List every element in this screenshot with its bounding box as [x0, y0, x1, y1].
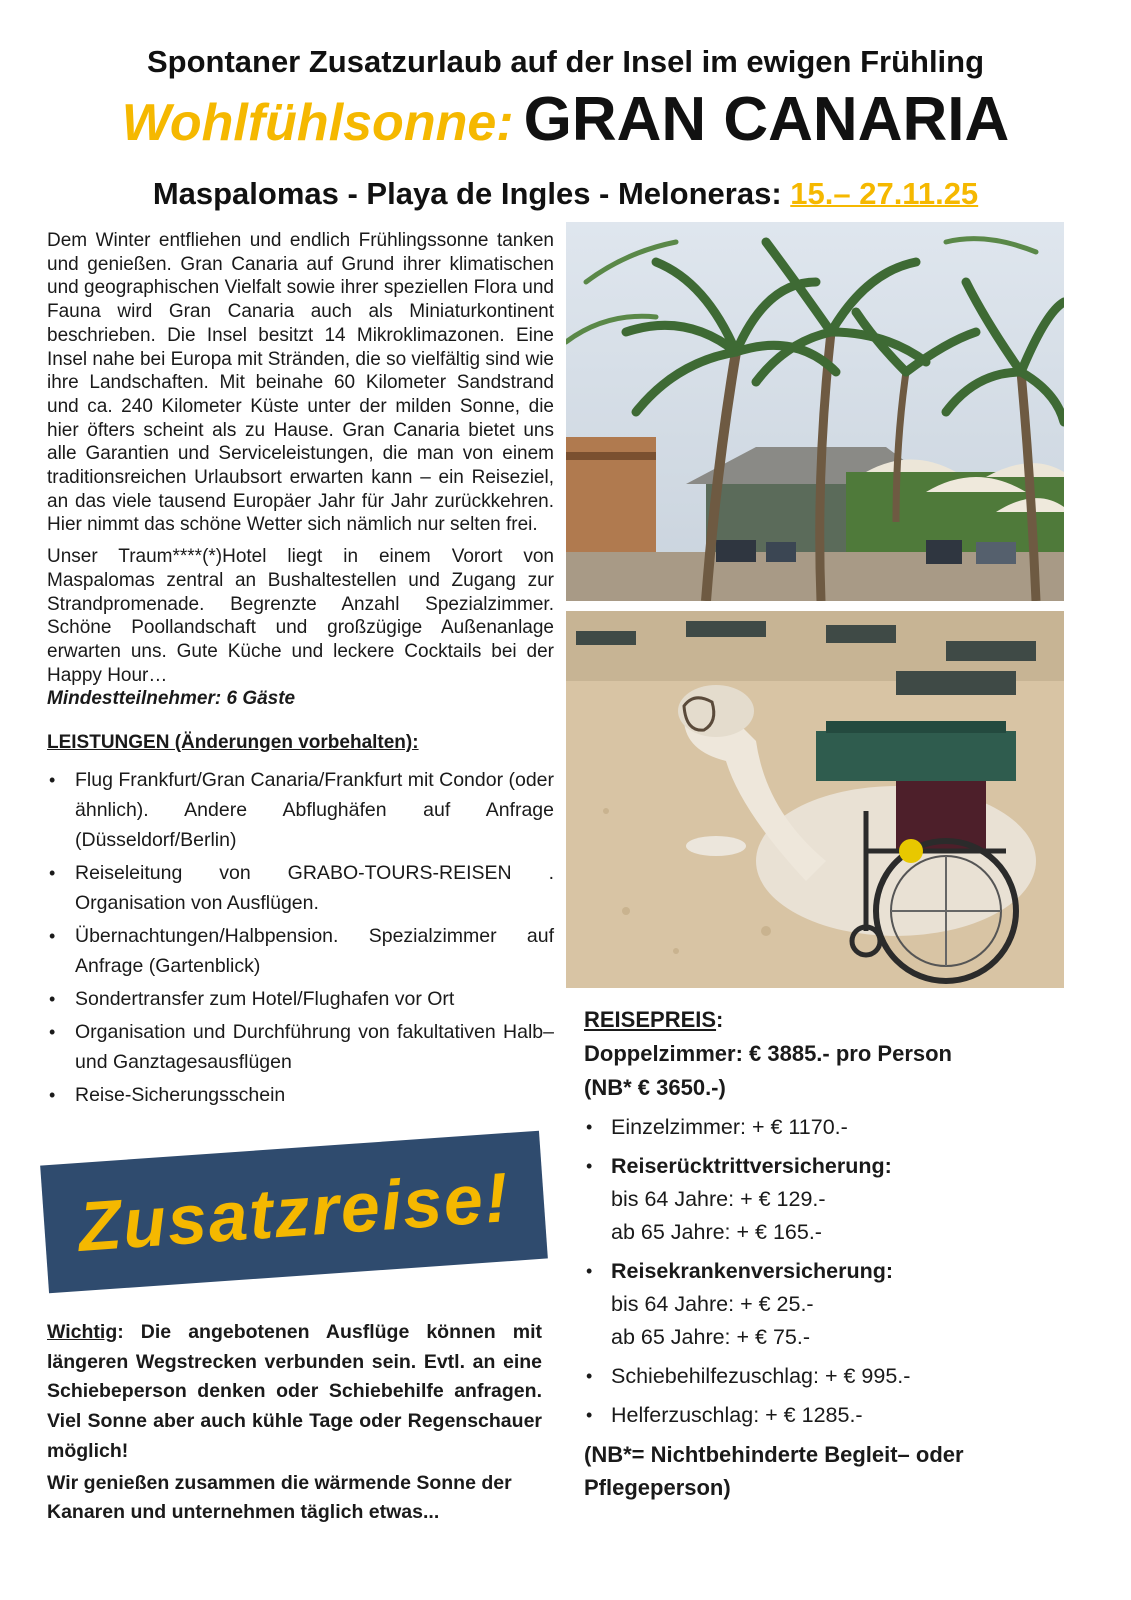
services-heading: LEISTUNGEN (Änderungen vorbehalten):	[47, 732, 419, 754]
page-header	[0, 44, 1131, 214]
price-column	[584, 1003, 1064, 1504]
min-participants: Mindestteilnehmer: 6 Gäste	[47, 688, 296, 710]
zusatzreise-stamp	[40, 1131, 548, 1294]
travel-dates: 15.– 27.11.25	[790, 176, 979, 211]
health-over65: ab 65 Jahre: + € 75.-	[611, 1325, 811, 1349]
list-item: • Übernachtungen/Halbpension. Spezialzimmer auf Anfrage (Gartenblick)	[47, 921, 554, 981]
price-heading-colon: :	[716, 1007, 724, 1032]
cancellation-under64: bis 64 Jahre: + € 129.-	[611, 1187, 826, 1211]
list-item: • Reiseleitung von GRABO-TOURS-REISEN . Organisation von Ausflügen.	[47, 858, 554, 918]
hotel-text: Unser Traum****(*)Hotel liegt in einem Vorort von Maspalomas zentral an Bushaltestellen und Zugang zur Strandpromenade. Begrenzte Anzahl Spezialzimmer. Schöne Poollandschaft und großzügige Außenanlage erwarten uns. Gute Küche und leckere Cocktails bei der Happy Hour…	[47, 546, 554, 686]
health-label: Reisekrankenversicherung:	[611, 1259, 894, 1283]
double-room-price: Doppelzimmer: € 3885.- pro Person	[584, 1041, 952, 1066]
health-under64: bis 64 Jahre: + € 25.-	[611, 1292, 814, 1316]
helper-text: Helferzuschlag: + € 1285.-	[611, 1403, 863, 1427]
cancellation-insurance	[584, 1150, 1064, 1249]
intro-paragraph: Dem Winter entfliehen und endlich Frühlingssonne tanken und genießen. Gran Canaria auf Grund ihrer klimatischen und geographischen Vielfalt sowie ihrer speziellen Flora und Fauna wird Gran Canaria auch als Miniaturkontinent beschrieben. Die Insel besitzt 14 Mikroklimazonen. Eine Insel nahe bei Europa mit Stränden, die so vielfältig sind wie ihre Landschaften. Mit beinahe 60 Kilometer Sandstrand und ca. 240 Kilometer Küste unter der milden Sonne, die hier öfters scheint als zu Hause. Gran Canaria bietet uns alle Garantien und Serviceleistungen, die man von einem traditionsreichen Urlaubsort erwarten kann – ein Reiseziel, an das viele tausend Europäer Jahr für Jahr zurückkehren. Hier nimmt das schöne Wetter sich nämlich nur selten frei.	[47, 230, 554, 536]
title-main: GRAN CANARIA	[523, 85, 1010, 154]
list-item: • Organisation und Durchführung von fakultativen Halb– und Ganztagesausflügen	[47, 1017, 554, 1077]
locations-line	[0, 174, 1131, 214]
nb-footnote: (NB*= Nichtbehinderte Begleit– oder Pflegeperson)	[584, 1442, 964, 1500]
price-heading-text: REISEPREIS	[584, 1007, 717, 1032]
helper-surcharge	[584, 1399, 1064, 1432]
cancellation-over65: ab 65 Jahre: + € 165.-	[611, 1220, 822, 1244]
push-aid-text: Schiebehilfezuschlag: + € 995.-	[611, 1364, 911, 1388]
list-item: • Reise-Sicherungsschein	[47, 1080, 554, 1110]
camel-wheelchair-photo	[566, 611, 1064, 988]
locations-text: Maspalomas - Playa de Ingles - Meloneras:	[152, 176, 782, 211]
price-heading	[584, 1003, 1064, 1037]
list-item: • Sondertransfer zum Hotel/Flughafen vor Ort	[47, 984, 554, 1014]
price-list	[584, 1111, 1064, 1432]
list-item: • Flug Frankfurt/Gran Canaria/Frankfurt mit Condor (oder ähnlich). Andere Abflughäfen auf Anfrage (Düsseldorf/Berlin)	[47, 765, 554, 855]
single-room-text: Einzelzimmer: + € 1170.-	[611, 1115, 848, 1139]
notice-label: Wichtig	[47, 1321, 118, 1343]
nb-price: (NB* € 3650.-)	[584, 1075, 726, 1100]
left-column	[47, 229, 554, 1113]
stamp-text: Zusatzreise!	[75, 1158, 513, 1266]
single-room-surcharge	[584, 1111, 1064, 1144]
push-aid-surcharge	[584, 1360, 1064, 1393]
camel-wheelchair-illustration	[566, 611, 1064, 988]
page-title	[0, 84, 1131, 172]
page-subtitle: Spontaner Zusatzurlaub auf der Insel im ewigen Frühling	[146, 44, 985, 79]
title-accent: Wohlfühlsonne:	[121, 94, 514, 152]
notice-text-2: Wir genießen zusammen die wärmende Sonne der Kanaren und unternehmen täglich etwas...	[47, 1471, 512, 1524]
notice-text: : Die angebotenen Ausflüge können mit längeren Wegstrecken verbunden sein. Evtl. an eine Schiebeperson denken oder Schiebehilfe anfragen. Viel Sonne aber auch kühle Tage oder Regenschauer möglich!	[47, 1321, 542, 1462]
cancellation-label: Reiserücktrittversicherung:	[611, 1154, 892, 1178]
services-list	[47, 765, 554, 1110]
hotel-paragraph	[47, 545, 554, 711]
health-insurance	[584, 1255, 1064, 1354]
palm-cafe-photo	[566, 222, 1064, 601]
palm-cafe-illustration	[566, 222, 1064, 601]
important-notice	[47, 1318, 542, 1528]
